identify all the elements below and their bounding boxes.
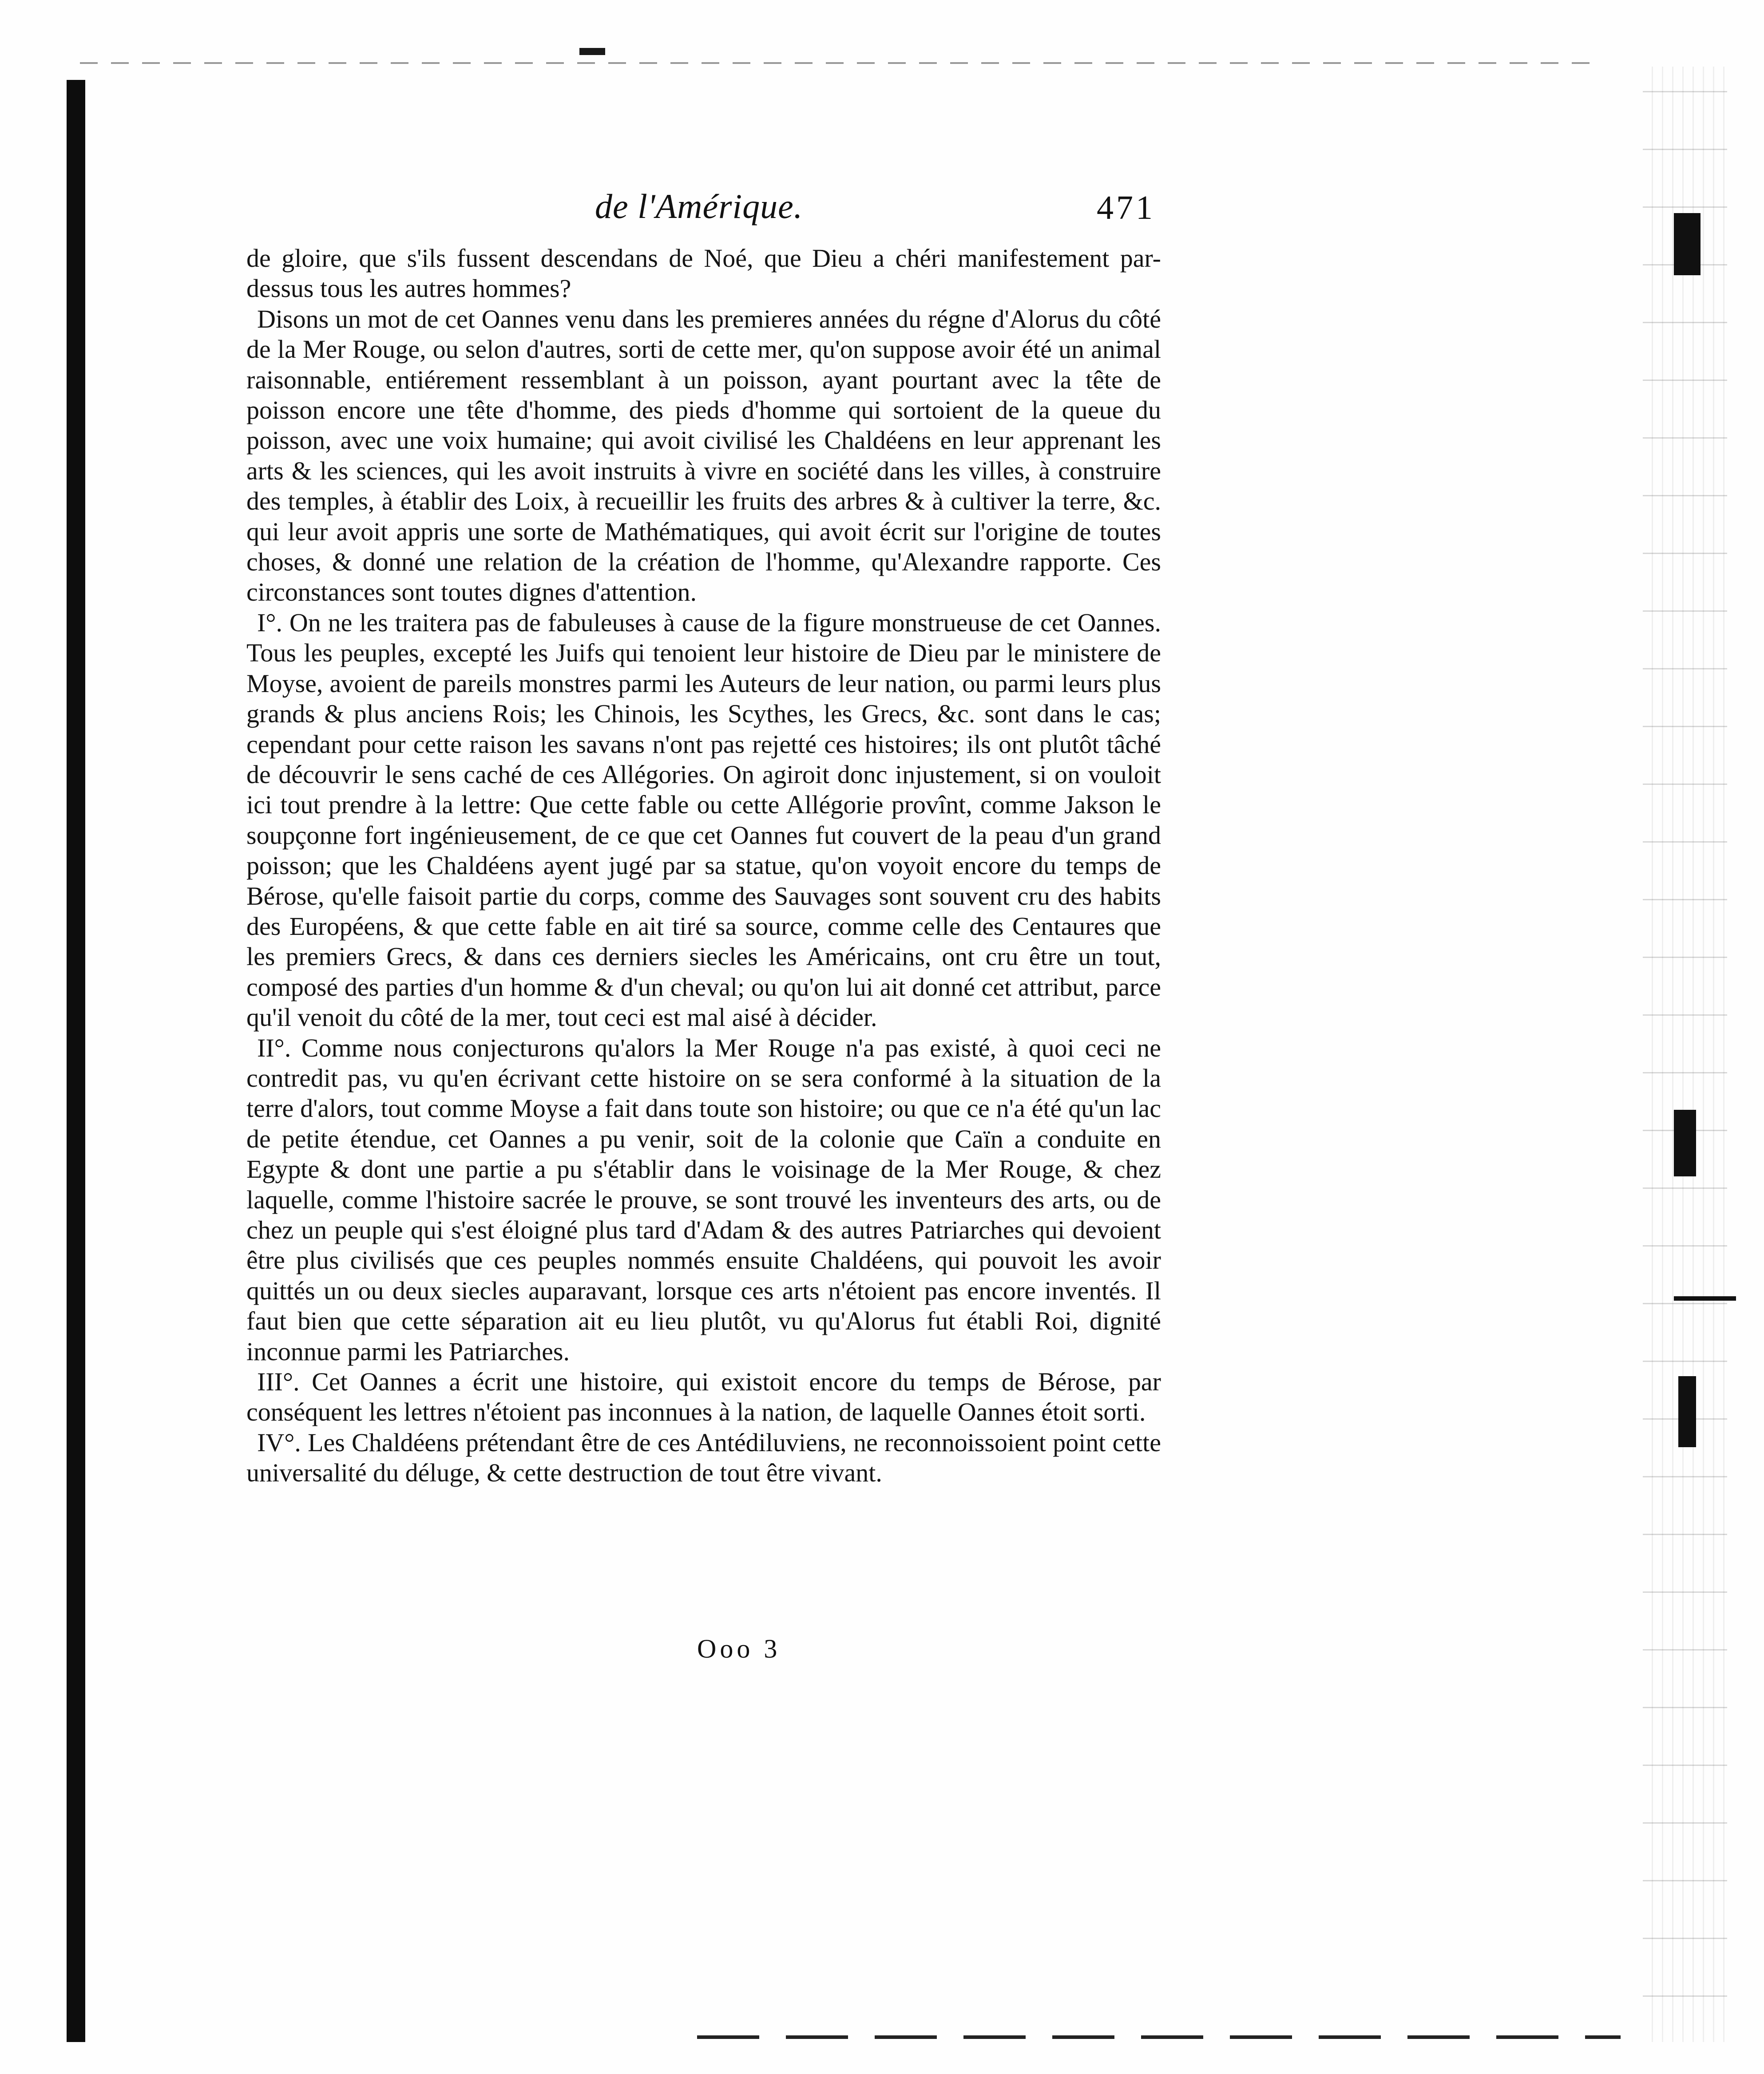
- paragraph: III°. Cet Oannes a écrit une histoire, qui existoit encore du temps de Bérose, par conséquent les lettres n'étoient pas inconnues à la nation, de laquelle Oannes étoit sorti.: [246, 1367, 1161, 1427]
- body-text: [246, 243, 1161, 1488]
- signature-mark: Ooo 3: [697, 1634, 781, 1663]
- scan-artifact: [1674, 1296, 1736, 1301]
- scan-edge-right: [1643, 67, 1727, 2042]
- scan-artifact: [1674, 1110, 1696, 1176]
- scan-edge-top: [80, 62, 1603, 64]
- running-title: de l'Amérique.: [595, 187, 803, 226]
- page-number: 471: [1097, 189, 1155, 226]
- paragraph: de gloire, que s'ils fussent descendans de Noé, que Dieu a chéri manifestement par-dessus tous les autres hommes?: [246, 244, 1161, 303]
- paragraph: Disons un mot de cet Oannes venu dans les premieres années du régne d'Alorus du côté de la Mer Rouge, ou selon d'autres, sorti de cette mer, qu'on suppose avoir été un animal raisonnable, entiérement ressemblant à un poisson, ayant pourtant avec la tête de poisson encore une tête d'homme, des pieds d'homme qui sortoient de la queue du poisson, avec une voix humaine; qui avoit civilisé les Chaldéens en leur apprenant les arts & les sciences, qui les avoit instruits à vivre en société dans les villes, à construire des temples, à établir des Loix, à recueillir les fruits des arbres & à cultiver la terre, &c. qui leur avoit appris une sorte de Mathématiques, qui avoit écrit sur l'origine de toutes choses, & donné une relation de la création de l'homme, qu'Alexandre rapporte. Ces circonstances sont toutes dignes d'attention.: [246, 304, 1161, 607]
- scan-artifact: [1678, 1376, 1696, 1447]
- paragraph: II°. Comme nous conjecturons qu'alors la Mer Rouge n'a pas existé, à quoi ceci ne contredit pas, vu qu'en écrivant cette histoire on se sera conformé à la situation de la terre d'alors, tout comme Moyse a fait dans toute son histoire; ou que ce n'a été qu'un lac de petite étendue, cet Oannes a pu venir, soit de la colonie que Caïn a conduite en Egypte & dont une partie a pu s'établir dans le voisinage de la Mer Rouge, & chez laquelle, comme l'histoire sacrée le prouve, se sont trouvé les inventeurs des arts, ou de chez un peuple qui s'est éloigné plus tard d'Adam & des autres Patriarches qui devoient être plus civilisés que ces peuples nommés ensuite Chaldéens, qui pouvoit les avoir quittés un ou deux siecles auparavant, lorsque ces arts n'étoient pas encore inventés. Il faut bien que cette séparation ait eu lieu plutôt, vu qu'Alorus fut établi Roi, dignité inconnue parmi les Patriarches.: [246, 1033, 1161, 1366]
- scan-edge-bottom: [697, 2035, 1621, 2039]
- paragraph: I°. On ne les traitera pas de fabuleuses à cause de la figure monstrueuse de cet Oannes. Tous les peuples, excepté les Juifs qui tenoient leur histoire de Dieu par le ministere de Moyse, avoient de pareils monstres parmi les Auteurs de leur nation, ou parmi leurs plus grands & plus anciens Rois; les Chinois, les Scythes, les Grecs, &c. sont dans le cas; cependant pour cette raison les savans n'ont pas rejetté ces histoires; ils ont plutôt tâché de découvrir le sens caché de ces Allégories. On agiroit donc injustement, si on vouloit ici tout prendre à la lettre: Que cette fable ou cette Allégorie provînt, comme Jakson le soupçonne fort ingénieusement, de ce que cet Oannes fut couvert de la peau d'un grand poisson; que les Chaldéens ayent jugé par sa statue, qu'on voyoit encore du temps de Bérose, qu'elle faisoit partie du corps, comme des Sauvages sont souvent cru des habits des Européens, & que cette fable en ait tiré sa source, comme celle des Centaures que les premiers Grecs, & dans ces derniers siecles les Américains, ont cru être un tout, composé des parties d'un homme & d'un cheval; ou qu'on lui ait donné cet attribut, parce qu'il venoit du côté de la mer, tout ceci est mal aisé à décider.: [246, 608, 1161, 1032]
- scan-mark-top: [579, 48, 605, 55]
- binding-shadow: [67, 80, 85, 2042]
- paragraph: IV°. Les Chaldéens prétendant être de ces Antédiluviens, ne reconnoissoient point cette universalité du déluge, & cette destruction de tout être vivant.: [246, 1428, 1161, 1488]
- scan-artifact: [1674, 213, 1701, 275]
